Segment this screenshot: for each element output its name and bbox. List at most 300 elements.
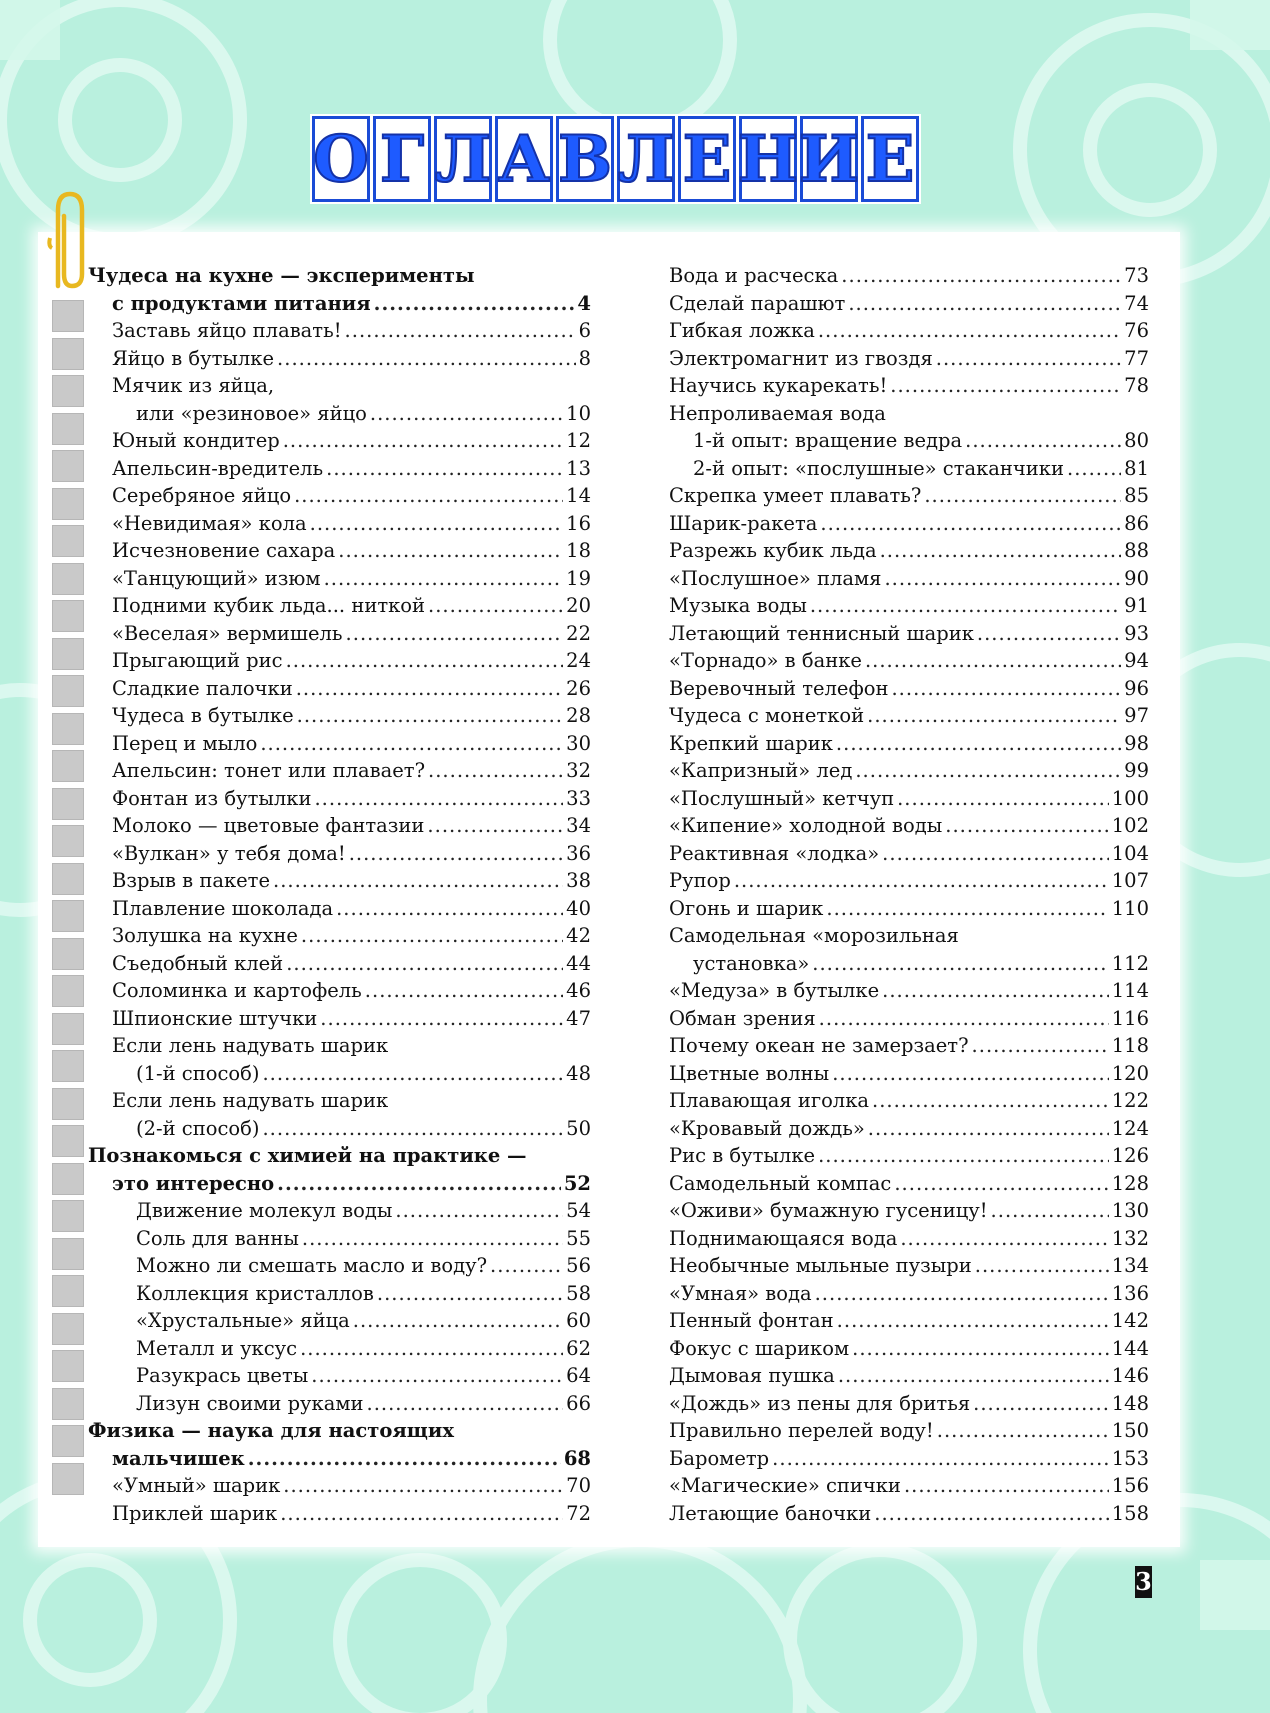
dot-leader [286,647,564,675]
toc-entry-title: Сделай парашют [669,291,846,315]
toc-entry-title: «Медуза» в бутылке [669,979,880,1002]
toc-entry[interactable] [88,592,591,620]
toc-entry[interactable] [669,1225,1149,1253]
toc-entry-page: 85 [1124,484,1149,507]
dot-leader [826,895,1108,923]
toc-entry[interactable] [669,1142,1149,1170]
toc-entry[interactable] [669,1390,1149,1418]
toc-entry[interactable] [669,1445,1149,1473]
toc-entry[interactable] [669,757,1149,785]
toc-entry-title: Реактивная «лодка» [669,841,880,865]
toc-entry[interactable] [88,345,591,373]
dot-leader [973,1390,1109,1418]
toc-entry[interactable] [88,537,591,565]
toc-entry-page: 102 [1111,814,1149,837]
binding-hole [52,488,84,520]
binding-hole [52,938,84,970]
toc-entry-page: 33 [566,786,591,810]
toc-entry-page: 26 [566,676,591,700]
toc-entry-page: 97 [1124,704,1149,727]
binding-hole [52,600,84,632]
dot-leader [262,1060,563,1088]
toc-entry-page: 78 [1124,374,1149,397]
dot-leader [975,1252,1109,1280]
toc-entry[interactable] [669,1362,1149,1390]
dot-leader [819,1005,1109,1033]
dot-leader [367,1390,564,1418]
toc-entry-page: 16 [566,511,591,535]
toc-entry[interactable] [669,482,1149,510]
toc-entry[interactable] [669,895,1149,923]
toc-entry[interactable] [88,317,591,345]
toc-entry-title: Подними кубик льда... ниткой [112,594,426,617]
dot-leader [868,1115,1109,1143]
toc-entry-page: 22 [566,621,591,645]
toc-entry[interactable] [88,675,591,703]
toc-entry[interactable] [88,262,591,290]
toc-entry-title: Электромагнит из гвоздя [669,346,933,370]
toc-entry[interactable] [88,812,591,840]
toc-entry[interactable] [88,400,591,428]
title-letter: И [800,116,858,202]
toc-entry[interactable] [669,812,1149,840]
toc-entry-title: «Кипение» холодной воды [669,814,943,837]
toc-entry-title: Дымовая пушка [669,1364,835,1387]
binding-hole [52,975,84,1007]
toc-entry-title: Прыгающий рис [112,649,283,672]
toc-entry[interactable] [88,950,591,978]
toc-entry[interactable] [669,372,1149,400]
toc-entry[interactable] [88,1225,591,1253]
binding-hole [52,338,84,370]
toc-entry-page: 42 [566,924,591,947]
toc-entry[interactable] [669,1005,1149,1033]
toc-entry-title: Юный кондитер [112,429,280,452]
toc-entry-title: Лизун своими руками [136,1391,364,1415]
binding-hole [52,825,84,857]
dot-leader [965,427,1121,455]
toc-entry[interactable] [669,455,1149,483]
dot-leader [977,620,1121,648]
toc-entry-title: или «резиновое» яйцо [136,401,367,425]
dot-leader [428,592,563,620]
dot-leader [427,812,563,840]
toc-right-column [669,262,1149,1527]
toc-entry[interactable] [88,1032,591,1060]
toc-entry-title: «Кровавый дождь» [669,1116,865,1140]
toc-entry-page: 55 [566,1226,591,1250]
toc-entry[interactable] [669,950,1149,978]
dot-leader [832,1060,1109,1088]
toc-entry-title: Взрыв в пакете [112,869,270,892]
dot-leader [884,565,1121,593]
toc-entry-page: 36 [566,841,591,865]
toc-entry-page: 86 [1124,511,1149,535]
binding-hole [52,450,84,482]
toc-entry[interactable] [669,840,1149,868]
toc-entry[interactable] [669,977,1149,1005]
toc-entry[interactable] [669,675,1149,703]
toc-entry[interactable] [88,427,591,455]
toc-entry[interactable] [88,785,591,813]
toc-entry[interactable] [88,895,591,923]
toc-entry-page: 38 [566,869,591,892]
page-number: 3 [1135,1567,1152,1596]
toc-entry-title: Физика — наука для настоящих [88,1419,454,1442]
toc-entry-page: 134 [1111,1254,1149,1277]
toc-entry[interactable] [88,1307,591,1335]
toc-entry[interactable] [88,1142,591,1170]
toc-entry-page: 30 [566,731,591,755]
toc-entry-page: 48 [566,1061,591,1085]
toc-entry-title: Сладкие палочки [112,676,293,700]
toc-entry-page: 120 [1111,1061,1149,1085]
toc-entry[interactable] [669,702,1149,730]
toc-entry-title: «Послушный» кетчуп [669,786,895,810]
toc-entry-page: 52 [563,1171,591,1195]
toc-entry-page: 142 [1111,1309,1149,1332]
dot-leader [273,867,563,895]
toc-entry-page: 62 [566,1336,591,1360]
toc-entry-title: Приклей шарик [112,1501,278,1525]
toc-entry-title: «Магические» спички [669,1474,901,1497]
toc-entry[interactable] [88,867,591,895]
dot-leader [296,675,563,703]
toc-entry-title: Яйцо в бутылке [112,346,275,370]
toc-entry-title: Скрепка умеет плавать? [669,484,922,507]
toc-entry-page: 90 [1124,566,1149,590]
toc-entry[interactable] [88,1445,591,1473]
toc-entry-title: Металл и уксус [136,1336,298,1360]
binding-hole [52,675,84,707]
toc-entry-title: Исчезновение сахара [112,539,336,562]
toc-entry-title: Огонь и шарик [669,896,824,920]
binding-hole [52,788,84,820]
toc-entry-page: 44 [566,951,591,975]
dot-leader [283,427,563,455]
dot-leader [897,785,1109,813]
dot-leader [772,1445,1109,1473]
toc-entry-title: Рис в бутылке [669,1144,816,1167]
toc-entry-page: 122 [1111,1089,1149,1112]
toc-entry-title: Золушка на кухне [112,924,298,947]
toc-entry[interactable] [88,757,591,785]
toc-entry[interactable] [669,1335,1149,1363]
toc-entry-page: 6 [578,319,591,342]
toc-entry[interactable] [88,290,591,318]
dot-leader [365,977,563,1005]
toc-entry-page: 4 [577,291,591,315]
toc-entry-title: Правильно перелей воду! [669,1419,934,1442]
binding-hole [52,1050,84,1082]
toc-entry-title: Заставь яйцо плавать! [112,319,342,342]
title-letter: В [556,116,614,202]
dot-leader [346,620,564,648]
dot-leader [900,1225,1108,1253]
toc-entry[interactable] [669,1060,1149,1088]
toc-entry-page: 66 [566,1391,591,1415]
toc-entry-title: Можно ли смешать масло и воду? [136,1254,488,1277]
toc-entry-page: 40 [566,896,591,920]
title-letter: Г [373,116,431,202]
toc-entry-page: 136 [1111,1281,1149,1305]
toc-entry-page: 107 [1111,869,1149,892]
toc-entry-page: 88 [1124,539,1149,562]
toc-entry-title: Шпионские штучки [112,1006,318,1030]
toc-entry-title: Фонтан из бутылки [112,786,312,810]
dot-leader [924,482,1121,510]
toc-entry-page: 32 [566,759,591,782]
toc-entry-page: 60 [566,1309,591,1332]
dot-leader [937,1417,1109,1445]
toc-entry[interactable] [669,1197,1149,1225]
toc-entry[interactable] [669,922,1149,950]
toc-entry[interactable] [669,592,1149,620]
toc-entry[interactable] [669,427,1149,455]
toc-entry-title: Барометр [669,1446,770,1470]
dot-leader [812,950,1108,978]
toc-entry-title: Гибкая ложка [669,319,815,342]
toc-entry[interactable] [88,1390,591,1418]
dot-leader [904,1472,1109,1500]
toc-entry-title: Если лень надувать шарик [112,1034,389,1057]
toc-entry-title: Музыка воды [669,594,807,617]
toc-entry-title: Съедобный клей [112,951,284,975]
toc-entry-page: 153 [1111,1446,1149,1470]
title-letter: Л [434,116,492,202]
toc-entry[interactable] [88,372,591,400]
toc-entry-title: Чудеса в бутылке [112,704,294,727]
toc-entry[interactable] [669,537,1149,565]
toc-entry[interactable] [88,1280,591,1308]
toc-entry-page: 34 [566,814,591,837]
dot-leader [836,730,1121,758]
toc-entry[interactable] [88,482,591,510]
dot-leader [283,1472,563,1500]
toc-entry[interactable] [88,510,591,538]
toc-entry[interactable] [88,1005,591,1033]
toc-entry-page: 156 [1111,1474,1149,1497]
toc-entry[interactable] [669,1170,1149,1198]
toc-entry-page: 110 [1111,896,1149,920]
dot-leader [286,950,563,978]
toc-entry[interactable] [669,262,1149,290]
dot-leader [395,1197,563,1225]
toc-entry-title: мальчишек [112,1446,245,1470]
toc-entry[interactable] [88,1500,591,1528]
dot-leader [890,372,1121,400]
toc-entry-page: 118 [1111,1034,1149,1057]
toc-entry-page: 148 [1111,1391,1149,1415]
dot-leader [972,1032,1109,1060]
toc-entry-title: Плавление шоколада [112,896,334,920]
toc-entry-page: 56 [566,1254,591,1277]
title-letter: Н [739,116,797,202]
toc-entry-page: 54 [566,1199,591,1222]
toc-entry-title: Почему океан не замерзает? [669,1034,969,1057]
binding-hole [52,563,84,595]
dot-leader [848,290,1121,318]
toc-entry-page: 99 [1124,759,1149,782]
dot-leader [894,1170,1108,1198]
toc-entry-page: 91 [1124,594,1149,617]
toc-entry[interactable] [669,565,1149,593]
toc-entry[interactable] [669,730,1149,758]
dot-leader [294,482,563,510]
toc-entry[interactable] [669,620,1149,648]
binding-hole [52,900,84,932]
toc-entry-page: 104 [1111,841,1149,865]
dot-leader [882,977,1109,1005]
toc-entry[interactable] [669,290,1149,318]
dot-leader [882,840,1109,868]
binding-hole [52,525,84,557]
toc-entry[interactable] [88,620,591,648]
dot-leader [320,1005,563,1033]
dot-leader [345,317,576,345]
toc-entry-page: 73 [1124,264,1149,287]
toc-entry-title: «Дождь» из пены для бритья [669,1391,971,1415]
toc-entry[interactable] [88,702,591,730]
toc-entry-page: 124 [1111,1116,1149,1140]
toc-entry-title: Необычные мыльные пузыри [669,1254,972,1277]
toc-entry[interactable] [88,565,591,593]
toc-entry[interactable] [88,840,591,868]
toc-entry[interactable] [88,1115,591,1143]
toc-entry-title: Рупор [669,869,731,892]
toc-entry-title: Серебряное яйцо [112,484,292,507]
toc-entry[interactable] [669,785,1149,813]
toc-entry[interactable] [669,1472,1149,1500]
toc-entry[interactable] [88,1087,591,1115]
dot-leader [815,1280,1109,1308]
toc-entry[interactable] [88,977,591,1005]
dot-leader [260,730,563,758]
toc-entry[interactable] [669,510,1149,538]
dot-leader [874,1500,1109,1528]
dot-leader [820,510,1121,538]
toc-entry-title: «Торнадо» в банке [669,649,862,672]
toc-entry-page: 70 [566,1474,591,1497]
dot-leader [734,867,1109,895]
dot-leader [490,1252,563,1280]
toc-entry-page: 28 [566,704,591,727]
toc-entry[interactable] [669,867,1149,895]
toc-entry-title: Поднимающаяся вода [669,1226,898,1250]
toc-entry[interactable] [669,1252,1149,1280]
toc-entry[interactable] [669,1500,1149,1528]
dot-leader [865,647,1121,675]
toc-entry[interactable] [669,317,1149,345]
toc-entry-title: (1-й способ) [136,1061,260,1085]
toc-entry-page: 74 [1124,291,1149,315]
toc-entry[interactable] [88,1472,591,1500]
toc-entry[interactable] [669,1417,1149,1445]
toc-entry-title: Разукрась цветы [136,1364,309,1387]
dot-leader [991,1197,1109,1225]
toc-entry-title: это интересно [112,1171,275,1195]
toc-entry-page: 12 [566,429,591,452]
toc-entry-page: 112 [1111,951,1149,975]
title-letter: Е [678,116,736,202]
toc-entry[interactable] [88,647,591,675]
toc-entry[interactable] [669,1280,1149,1308]
binding-hole [52,300,84,332]
toc-entry[interactable] [88,1335,591,1363]
toc-entry-title: «Хрустальные» яйца [136,1309,350,1332]
toc-entry[interactable] [669,1087,1149,1115]
toc-entry-page: 13 [566,456,591,480]
toc-entry-page: 116 [1111,1006,1149,1030]
dot-leader [880,537,1122,565]
toc-entry[interactable] [669,1032,1149,1060]
toc-entry-title: «Танцующий» изюм [112,566,321,590]
dot-leader [310,510,564,538]
toc-entry[interactable] [88,1417,591,1445]
toc-entry-title: Пенный фонтан [669,1309,834,1332]
toc-entry[interactable] [88,1170,591,1198]
toc-entry[interactable] [88,1362,591,1390]
dot-leader [818,1142,1109,1170]
toc-entry-title: «Умная» вода [669,1281,812,1305]
toc-entry-title: «Оживи» бумажную гусеницу! [669,1199,988,1222]
toc-entry-title: Цветные волны [669,1061,830,1085]
toc-entry-title: Движение молекул воды [136,1199,393,1222]
toc-entry-title: Веревочный телефон [669,676,889,700]
toc-entry-page: 130 [1111,1199,1149,1222]
toc-entry[interactable] [88,922,591,950]
toc-entry-title: Летающий теннисный шарик [669,621,974,645]
binding-hole [52,750,84,782]
dot-leader [297,702,564,730]
page-title [312,116,922,206]
binding-hole [52,1313,84,1345]
toc-entry[interactable] [669,345,1149,373]
toc-entry[interactable] [88,1197,591,1225]
toc-entry-title: Плавающая иголка [669,1089,870,1112]
toc-entry-page: 20 [566,594,591,617]
toc-entry-title: Чудеса с монеткой [669,704,865,727]
toc-entry-page: 50 [566,1116,591,1140]
dot-leader [818,317,1121,345]
toc-entry-page: 158 [1111,1501,1149,1525]
toc-entry[interactable] [669,1307,1149,1335]
toc-entry-page: 47 [566,1006,591,1030]
dot-leader [311,1362,563,1390]
toc-entry-title: Непроливаемая вода [669,401,886,425]
toc-entry[interactable] [88,730,591,758]
dot-leader [936,345,1121,373]
toc-entry-title: Познакомься с химией на практике — [88,1144,527,1167]
toc-entry-title: Перец и мыло [112,731,258,755]
toc-entry[interactable] [88,455,591,483]
toc-entry[interactable] [88,1252,591,1280]
dot-leader [301,922,563,950]
binding-hole [52,375,84,407]
dot-leader [353,1307,563,1335]
dot-leader [837,1307,1109,1335]
toc-entry-page: 94 [1124,649,1149,672]
dot-leader [349,840,563,868]
dot-leader [810,592,1121,620]
toc-entry[interactable] [669,400,1149,428]
toc-entry[interactable] [88,1060,591,1088]
binding-hole [52,1275,84,1307]
toc-entry-title: Молоко — цветовые фантазии [112,814,425,837]
toc-entry[interactable] [669,1115,1149,1143]
toc-entry[interactable] [669,647,1149,675]
toc-entry-page: 114 [1111,979,1149,1002]
